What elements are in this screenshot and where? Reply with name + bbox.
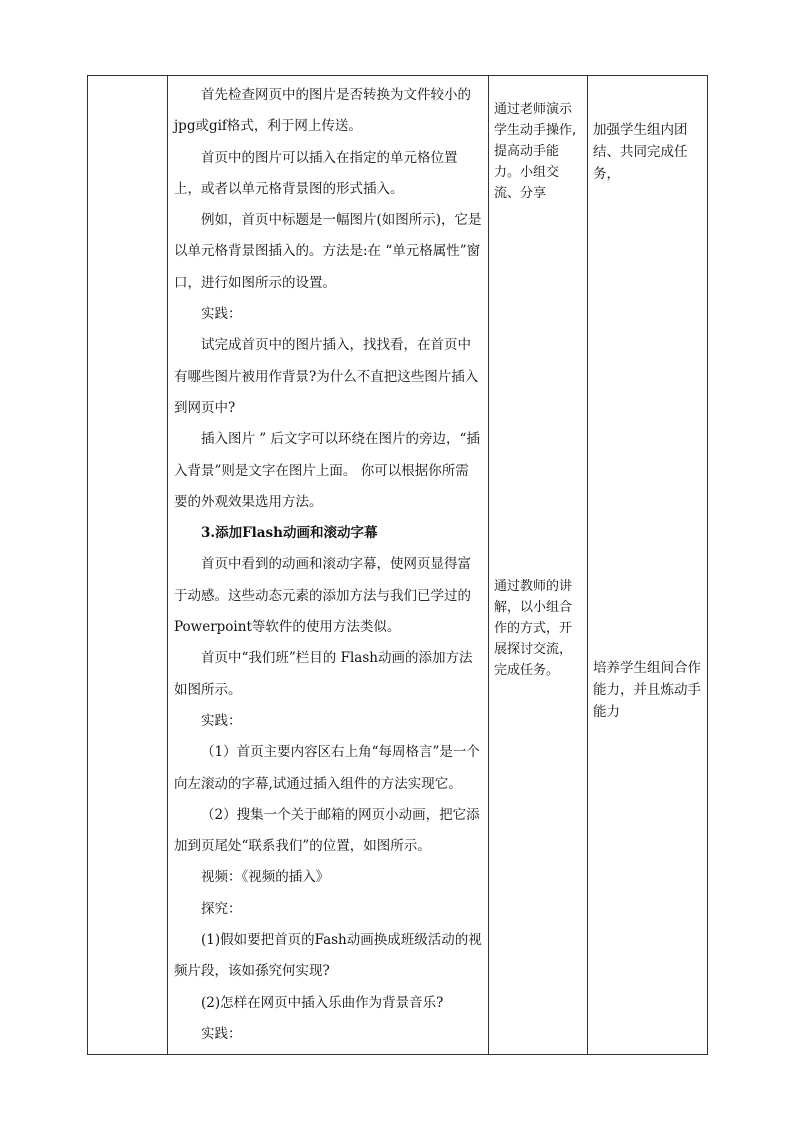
explore-label: 探究： bbox=[201, 900, 242, 917]
content-paragraph: （1）首页主要内容区右上角“每周格言”是一个向左滚动的字幕,试通过插入组件的方法实现它。 bbox=[174, 744, 480, 792]
goal-text: 加强学生组内团结、共同完成任务， bbox=[593, 122, 688, 182]
content-paragraph: 首页中“我们班”栏目的 Flash动画的添加方法如图所示。 bbox=[174, 650, 473, 698]
content-paragraph: 试完成首页中的图片插入，找找看，在首页中有哪些图片被用作背景?为什么不直把这些图片插入到网页中? bbox=[174, 337, 479, 416]
content-paragraph: 例如，首页中标题是一幅图片(如图所示)，它是以单元格背景图插入的。方法是:在 “单元格属性”窗口，进行如图所示的设置。 bbox=[174, 212, 482, 291]
goal-text: 培养学生组间合作能力，并且炼动手能力 bbox=[593, 660, 701, 720]
video-label: 视频：《视频的插入》 bbox=[201, 869, 330, 886]
content-paragraph: 首页中的图片可以插入在指定的单元格位置上，或者以单元格背景图的形式插入。 bbox=[174, 149, 458, 197]
section-heading: 3.添加Flash动画和滚动字幕 bbox=[201, 525, 378, 542]
content-paragraph: 首先检查网页中的图片是否转换为文件较小的jpg或gif格式，利于网上传送。 bbox=[174, 87, 471, 135]
content-paragraph: (2)怎样在网页中插入乐曲作为背景音乐? bbox=[201, 994, 444, 1011]
method-text: 通过老师演示学生动手操作,提高动手能力。小组交流、分享 bbox=[494, 102, 577, 201]
content-paragraph: 首页中看到的动画和滚动字幕，使网页显得富于动感。这些动态元素的添加方法与我们已学过的Powerpoint等软件的使用方法类似。 bbox=[174, 556, 471, 636]
teaching-content-cell bbox=[168, 76, 489, 1055]
content-paragraph: (1)假如要把首页的Fash动画换成班级活动的视频片段，该如孫究何实现? bbox=[174, 932, 482, 980]
empty-first-column bbox=[88, 76, 168, 1055]
content-paragraph: 插入图片 ” 后文字可以环绕在图片的旁边，“插入背景”则是文字在图片上面。 你可以根据你所需要的外观效果选用方法。 bbox=[174, 431, 480, 510]
practice-label: 实践： bbox=[201, 1025, 242, 1042]
teaching-method-cell bbox=[489, 76, 588, 1055]
practice-label: 实践： bbox=[201, 712, 242, 729]
practice-label: 实践： bbox=[201, 306, 242, 323]
method-text: 通过教师的讲解，以小组合作的方式，开展探讨交流，完成任务。 bbox=[494, 579, 573, 678]
design-intent-cell bbox=[588, 76, 708, 1055]
content-paragraph: （2）搜集一个关于邮箱的网页小动画，把它添加到页尾处“联系我们”的位置，如图所示。 bbox=[174, 806, 480, 855]
lesson-plan-table bbox=[87, 75, 708, 1055]
